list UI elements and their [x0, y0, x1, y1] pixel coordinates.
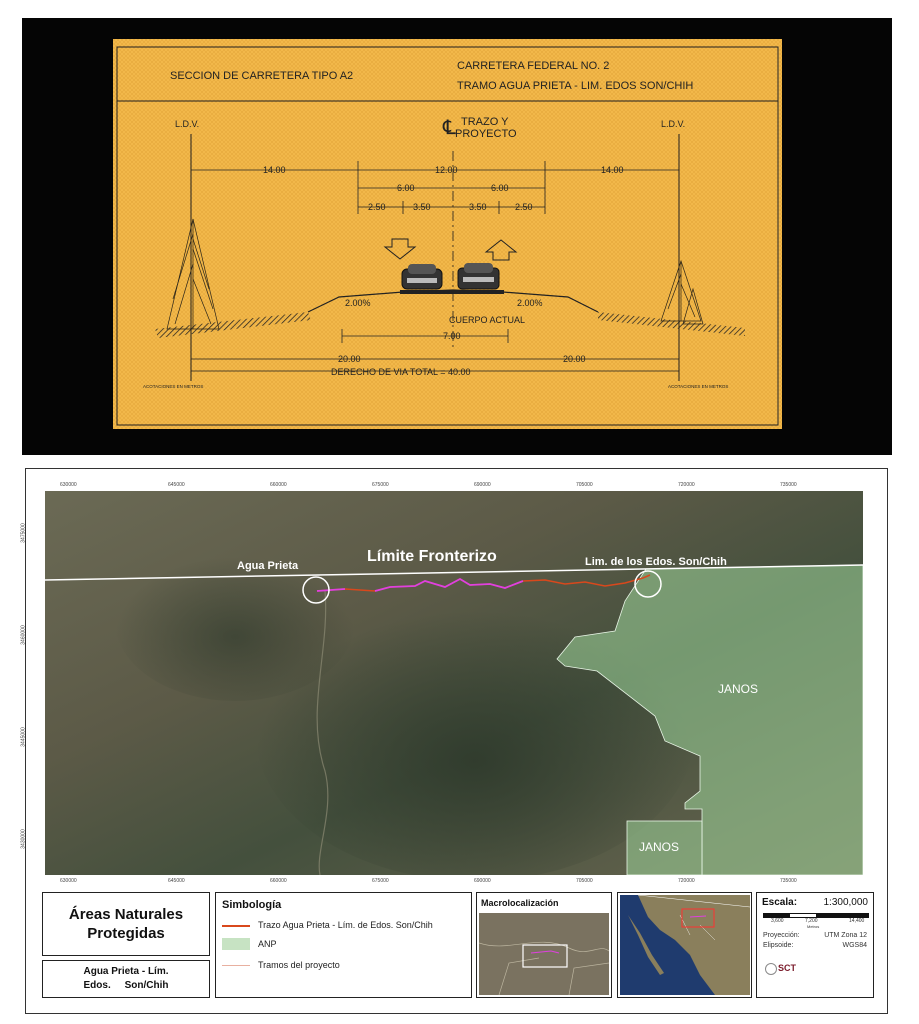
legend-tramos-label: Tramos del proyecto	[258, 960, 340, 970]
map-x-tick-top: 660000	[270, 482, 287, 488]
scale-tick: 3,600	[771, 918, 784, 924]
ldv-left-label: L.D.V.	[175, 119, 200, 129]
ldv-right-label: L.D.V.	[661, 119, 686, 129]
scale-tick: 14,400	[849, 918, 865, 924]
map-y-tick-left: 3430000	[20, 829, 27, 849]
map-x-tick-bottom: 735000	[780, 878, 797, 884]
road-cross-section-drawing	[113, 39, 782, 429]
dim-6-left: 6.00	[397, 183, 415, 193]
satellite-map[interactable]	[45, 491, 863, 875]
dim-2-50-left: 2.50	[368, 202, 386, 212]
dim-14-right: 14.00	[601, 165, 624, 175]
dim-7: 7.00	[443, 331, 461, 341]
sct-logo-text: SCT	[778, 963, 796, 973]
map-x-tick-bottom: 645000	[168, 878, 185, 884]
map-x-tick-top: 720000	[678, 482, 695, 488]
map-y-tick-left: 3475000	[20, 523, 27, 543]
map-x-tick-top: 690000	[474, 482, 491, 488]
map-subtitle-1: Agua Prieta - Lím.	[83, 966, 169, 977]
projection-value: UTM Zona 12	[824, 932, 867, 939]
state-limit-label: Lim. de los Edos. Son/Chih	[585, 556, 727, 568]
map-title-1: Áreas Naturales	[68, 906, 184, 923]
scale-value: 1:300,000	[823, 897, 868, 908]
slope-left: 2.00%	[345, 298, 371, 308]
simbologia-title: Simbología	[222, 899, 282, 911]
dim-20-right: 20.00	[563, 354, 586, 364]
ellipsoid-label: Elipsoide:	[763, 942, 794, 949]
cuerpo-actual-label: CUERPO ACTUAL	[449, 315, 526, 325]
legend-tramos-swatch	[222, 965, 250, 966]
map-x-tick-top: 705000	[576, 482, 593, 488]
map-x-tick-top: 735000	[780, 482, 797, 488]
section-title: SECCION DE CARRETERA TIPO A2	[170, 70, 354, 82]
map-x-tick-top: 675000	[372, 482, 389, 488]
janos-label-1: JANOS	[718, 682, 759, 696]
segment-title: TRAMO AGUA PRIETA - LIM. EDOS SON/CHIH	[457, 80, 694, 92]
total-right-of-way: DERECHO DE VIA TOTAL = 40.00	[331, 367, 471, 377]
ellipsoid-value: WGS84	[842, 942, 867, 949]
map-x-tick-bottom: 630000	[60, 878, 77, 884]
scale-tick: 7,200	[805, 918, 818, 924]
projection-label: Proyección:	[763, 932, 800, 939]
map-y-tick-left: 3445000	[20, 727, 27, 747]
centerline-label-1: TRAZO Y	[461, 116, 509, 128]
dim-2-50-right: 2.50	[515, 202, 533, 212]
map-x-tick-bottom: 720000	[678, 878, 695, 884]
map-title-2: Protegidas	[87, 925, 165, 942]
title-box	[42, 892, 210, 956]
location-map-box	[617, 892, 752, 998]
legend-simbologia	[215, 892, 472, 998]
centerline-symbol: ℄	[443, 117, 456, 139]
scale-label: Escala:	[762, 897, 798, 908]
location-map	[620, 895, 750, 995]
janos-label-2: JANOS	[639, 840, 680, 854]
units-note-right: ACOTACIONES EN METROS	[668, 384, 729, 389]
map-x-tick-bottom: 690000	[474, 878, 491, 884]
legend-anp-swatch	[222, 938, 250, 950]
slope-right: 2.00%	[517, 298, 543, 308]
dim-12: 12.00	[435, 165, 458, 175]
road-surface	[400, 290, 504, 294]
map-x-tick-bottom: 705000	[576, 878, 593, 884]
legend-trazo-label: Trazo Agua Prieta - Lím. de Edos. Son/Chih	[258, 920, 433, 930]
highway-title: CARRETERA FEDERAL NO. 2	[457, 60, 610, 72]
macrolocalizacion-box	[476, 892, 612, 998]
legend-anp-label: ANP	[258, 939, 277, 949]
macro-title: Macrolocalización	[481, 898, 559, 908]
units-note-left: ACOTACIONES EN METROS	[143, 384, 204, 389]
dim-6-right: 6.00	[491, 183, 509, 193]
macro-map	[479, 913, 609, 995]
scale-unit: Metros	[807, 924, 820, 929]
border-label: Límite Fronterizo	[367, 548, 497, 565]
dim-3-50-right: 3.50	[469, 202, 487, 212]
legend-trazo-swatch	[222, 925, 250, 927]
agua-prieta-label: Agua Prieta	[237, 560, 299, 572]
dim-20-left: 20.00	[338, 354, 361, 364]
map-x-tick-top: 645000	[168, 482, 185, 488]
map-y-tick-left: 3460000	[20, 625, 27, 645]
mountain-range	[115, 541, 355, 701]
centerline-label-2: PROYECTO	[455, 128, 517, 140]
map-subtitle-2: Edos. Son/Chih	[83, 980, 169, 991]
scale-box	[756, 892, 874, 998]
map-x-tick-top: 630000	[60, 482, 77, 488]
subtitle-box	[42, 960, 210, 998]
car-right-icon	[458, 263, 499, 289]
sct-logo-icon	[765, 963, 777, 975]
map-x-tick-bottom: 675000	[372, 878, 389, 884]
dim-3-50-left: 3.50	[413, 202, 431, 212]
map-x-tick-bottom: 660000	[270, 878, 287, 884]
dim-14-left: 14.00	[263, 165, 286, 175]
